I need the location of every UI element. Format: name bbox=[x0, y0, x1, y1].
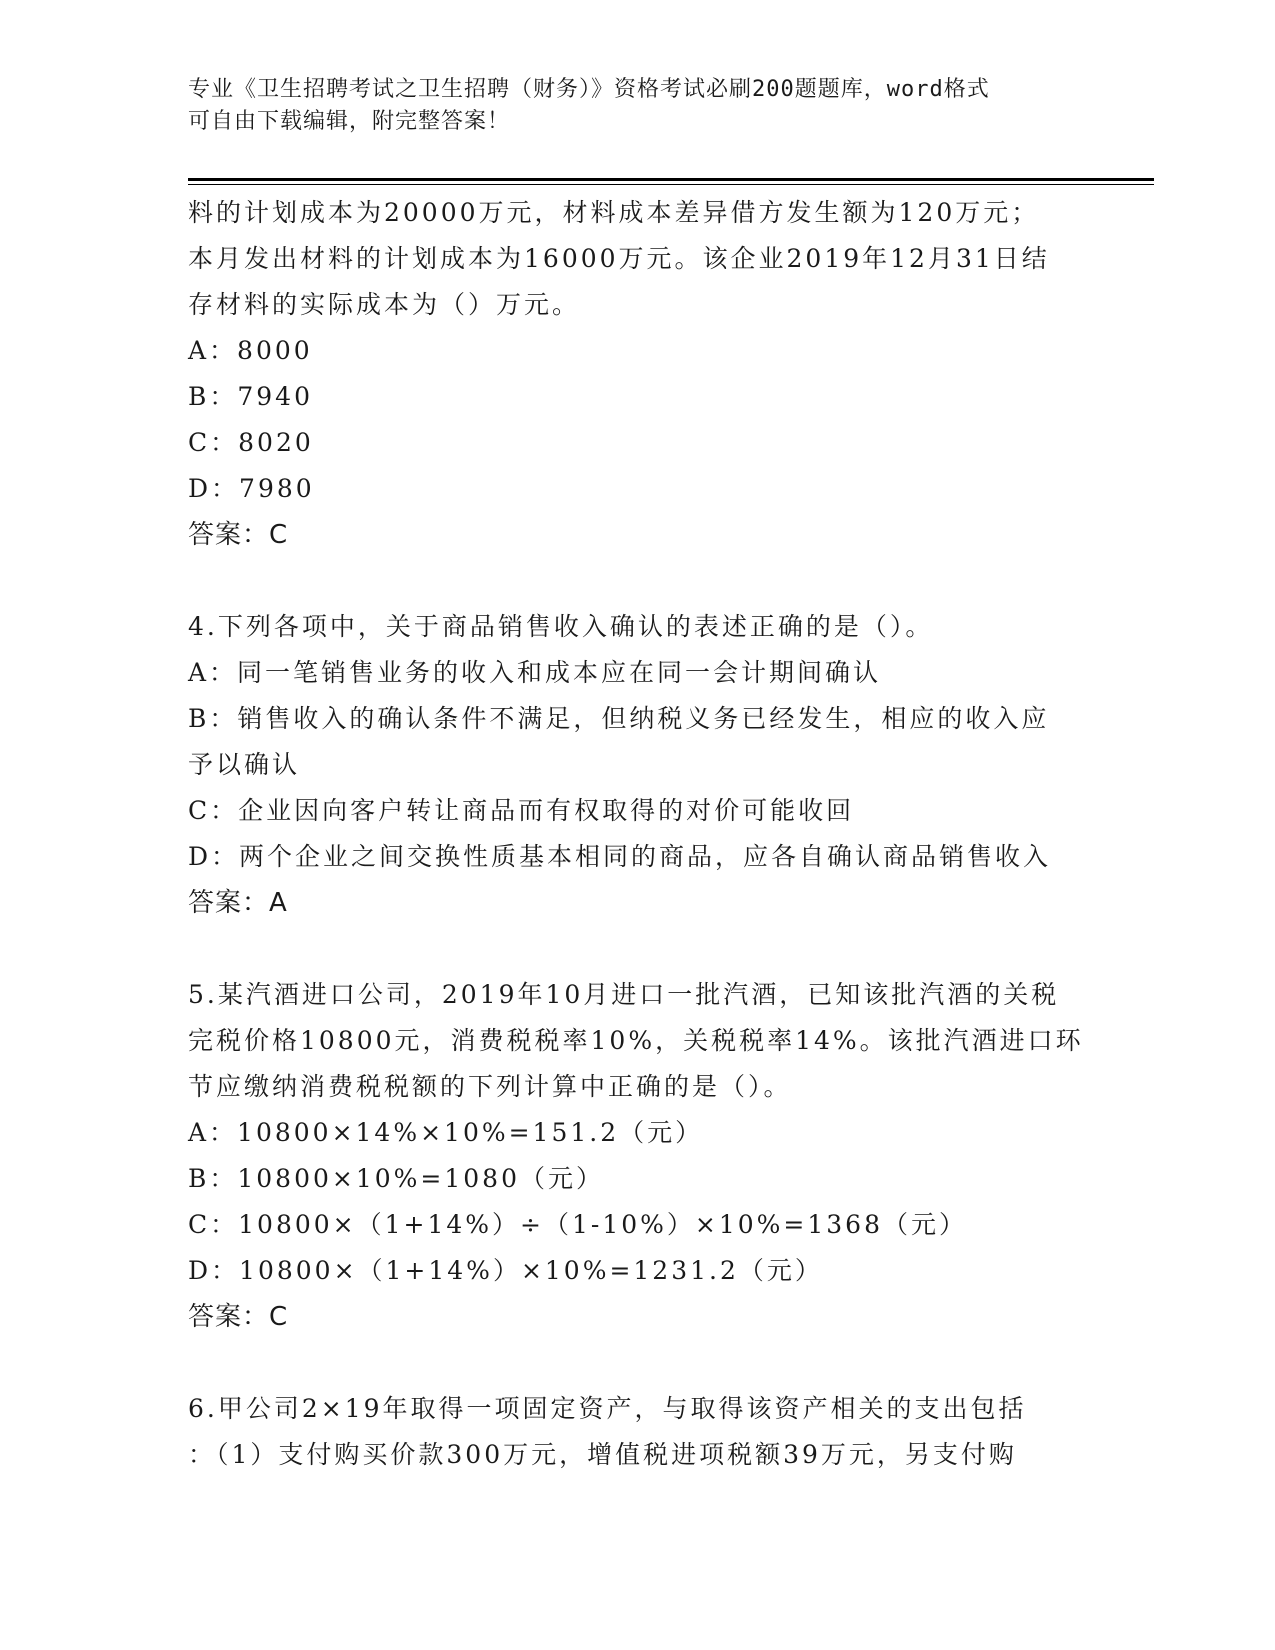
spacer bbox=[188, 558, 1088, 604]
option-c: C：8020 bbox=[188, 428, 314, 457]
header-line-1: 专业《卫生招聘考试之卫生招聘（财务）》资格考试必刷200题题库，word格式 bbox=[188, 77, 990, 102]
option-c: C：企业因向客户转让商品而有权取得的对价可能收回 bbox=[188, 796, 855, 825]
option-a: A：10800×14%×10%=151.2（元） bbox=[188, 1118, 704, 1147]
question-text: 本月发出材料的计划成本为16000万元。该企业2019年12月31日结 bbox=[188, 244, 1050, 273]
answer: 答案：A bbox=[188, 888, 288, 918]
answer: 答案：C bbox=[188, 1302, 289, 1332]
answer: 答案：C bbox=[188, 520, 289, 550]
question-4 bbox=[188, 604, 1088, 926]
question-text: 料的计划成本为20000万元，材料成本差异借方发生额为120万元； bbox=[188, 198, 1040, 227]
spacer bbox=[188, 926, 1088, 972]
option-b: B：7940 bbox=[188, 382, 313, 411]
option-a: A：8000 bbox=[188, 336, 313, 365]
option-c: C：10800×（1+14%）÷（1-10%）×10%=1368（元） bbox=[188, 1210, 967, 1239]
header-rule-thick bbox=[188, 178, 1154, 181]
document-body bbox=[188, 190, 1088, 1478]
question-3 bbox=[188, 190, 1088, 558]
option-d: D：两个企业之间交换性质基本相同的商品，应各自确认商品销售收入 bbox=[188, 842, 1052, 871]
question-text: 4.下列各项中，关于商品销售收入确认的表述正确的是（）。 bbox=[188, 612, 934, 641]
option-d: D：7980 bbox=[188, 474, 315, 503]
option-d: D：10800×（1+14%）×10%=1231.2（元） bbox=[188, 1256, 823, 1285]
question-5 bbox=[188, 972, 1088, 1340]
option-b-continued: 予以确认 bbox=[188, 750, 301, 779]
question-text: 6.甲公司2×19年取得一项固定资产，与取得该资产相关的支出包括 bbox=[188, 1394, 1027, 1423]
header-line-2: 可自由下载编辑，附完整答案！ bbox=[188, 109, 511, 134]
document-header bbox=[188, 74, 1088, 138]
question-text: 节应缴纳消费税税额的下列计算中正确的是（）。 bbox=[188, 1072, 792, 1101]
question-text: 完税价格10800元，消费税税率10%，关税税率14%。该批汽酒进口环 bbox=[188, 1026, 1084, 1055]
spacer bbox=[188, 1340, 1088, 1386]
question-text: 5.某汽酒进口公司，2019年10月进口一批汽酒，已知该批汽酒的关税 bbox=[188, 980, 1060, 1009]
question-text: 存材料的实际成本为（）万元。 bbox=[188, 290, 581, 319]
header-rule-thin bbox=[188, 184, 1154, 185]
question-text: ：（1）支付购买价款300万元，增值税进项税额39万元，另支付购 bbox=[188, 1440, 1017, 1469]
option-a: A：同一笔销售业务的收入和成本应在同一会计期间确认 bbox=[188, 658, 882, 687]
option-b: B：10800×10%=1080（元） bbox=[188, 1164, 604, 1193]
option-b: B：销售收入的确认条件不满足，但纳税义务已经发生，相应的收入应 bbox=[188, 704, 1050, 733]
question-6 bbox=[188, 1386, 1088, 1478]
